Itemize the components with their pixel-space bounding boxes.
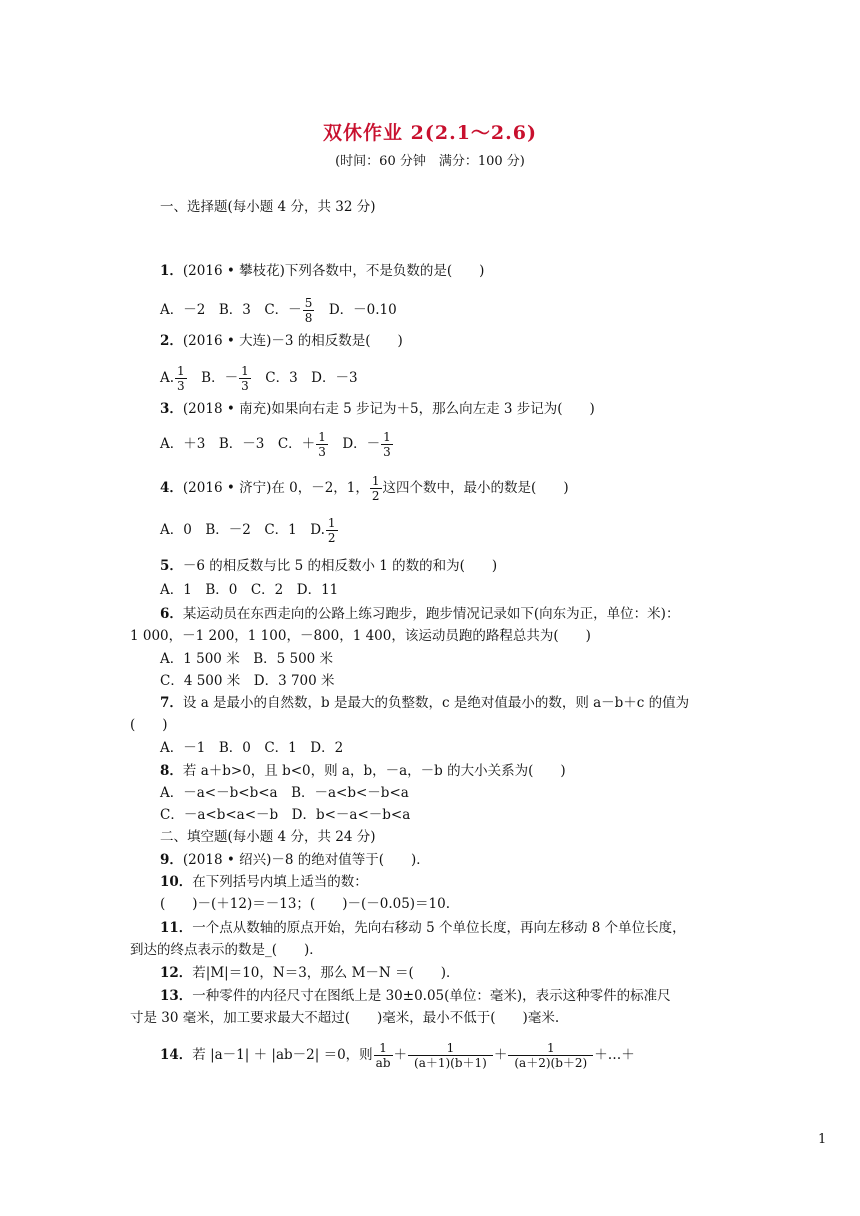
question-text: 一种零件的内径尺寸在图纸上是 30±0.05(单位：毫米)，表示这种零件的标准尺 <box>192 988 671 1004</box>
question-text: 若 |a－1| ＋ |ab－2| ＝0，则 <box>192 1047 373 1063</box>
fraction <box>175 364 187 393</box>
fraction-denominator: 3 <box>241 379 249 393</box>
fraction-denominator: 8 <box>304 311 313 325</box>
section-choice-heading: 一、选择题(每小题 4 分，共 32 分) <box>160 199 376 215</box>
question-number: 1． <box>160 263 183 279</box>
question-text: 这四个数中，最小的数是( ) <box>382 480 569 496</box>
question-1-options <box>160 296 397 325</box>
fraction-denominator: 2 <box>371 489 380 503</box>
options-text: A．0 B．－2 C．1 D. <box>160 522 325 538</box>
options-text: A．＋3 B．－3 C．＋ <box>160 436 316 452</box>
question-3 <box>160 400 595 418</box>
fraction-denominator: (a＋2)(b＋2) <box>508 1055 593 1070</box>
question-4-options <box>160 516 339 545</box>
question-number: 7． <box>160 695 183 711</box>
section-fill-heading: 二、填空题(每小题 4 分，共 24 分) <box>160 829 376 845</box>
fraction-denominator: 3 <box>383 445 391 459</box>
fraction-numerator: 1 <box>318 430 326 444</box>
fraction-numerator: 1 <box>446 1041 455 1055</box>
question-text: (2018 • 绍兴)－8 的绝对值等于( )． <box>182 852 430 868</box>
question-text: 在下列括号内填上适当的数： <box>192 874 368 890</box>
fraction-numerator: 1 <box>371 474 380 488</box>
question-text: －6 的相反数与比 5 的相反数小 1 的数的和为( ) <box>182 558 498 574</box>
question-text: 设 a 是最小的自然数，b 是最大的负整数，c 是绝对值最小的数，则 a－b＋c 的值为 <box>182 695 690 711</box>
question-text: 若 a＋b>0，且 b<0，则 a，b，－a，－b 的大小关系为( ) <box>182 763 566 779</box>
page-subtitle: (时间：60 分钟 满分：100 分) <box>335 154 525 169</box>
question-9 <box>160 851 430 869</box>
question-8-options-2: C．－a<b<a<－b D．b<－a<－b<a <box>160 807 411 823</box>
question-10-continued: ( )－(＋12)＝－13；( )－(－0.05)＝10. <box>160 896 451 912</box>
question-4 <box>160 474 569 503</box>
question-1 <box>160 262 484 280</box>
question-13 <box>160 987 671 1005</box>
options-text: A．－2 B．3 C．－ <box>160 302 302 318</box>
fraction-numerator: 1 <box>241 364 249 378</box>
option-d-label: D．－ <box>328 436 381 452</box>
fraction <box>508 1041 593 1070</box>
plus-sign: ＋ <box>493 1047 508 1063</box>
question-text: 一个点从数轴的原点开始，先向右移动 5 个单位长度，再向左移动 8 个单位长度， <box>192 920 686 936</box>
question-number: 5． <box>160 558 183 574</box>
fraction <box>370 474 382 503</box>
question-14 <box>160 1041 635 1070</box>
fraction <box>316 430 328 459</box>
question-number: 9． <box>160 852 183 868</box>
question-text: (2016 • 济宁)在 0，－2，1， <box>182 480 369 496</box>
question-11 <box>160 919 686 937</box>
question-number: 14． <box>160 1047 193 1063</box>
question-8 <box>160 762 566 780</box>
question-number: 3． <box>160 401 183 417</box>
question-number: 11． <box>160 920 193 936</box>
question-6-options-2: C．4 500 米 D．3 700 米 <box>160 673 335 689</box>
question-number: 12． <box>160 965 193 981</box>
fraction-denominator: 3 <box>318 445 326 459</box>
question-number: 4． <box>160 480 183 496</box>
question-6-options-1: A．1 500 米 B．5 500 米 <box>160 651 334 667</box>
fraction-numerator: 1 <box>327 516 336 530</box>
question-6 <box>160 605 679 623</box>
option-a-label: A. <box>160 370 175 386</box>
question-7-options: A．－1 B．0 C．1 D．2 <box>160 740 344 756</box>
question-number: 13． <box>160 988 193 1004</box>
fraction-denominator: 2 <box>327 531 336 545</box>
fraction-numerator: 1 <box>546 1041 555 1055</box>
question-number: 2． <box>160 333 183 349</box>
question-10 <box>160 873 368 891</box>
question-11-continued: 到达的终点表示的数是_( )． <box>130 942 323 958</box>
question-text: 某运动员在东西走向的公路上练习跑步，跑步情况记录如下(向东为正，单位：米)： <box>182 606 680 622</box>
question-number: 8． <box>160 763 183 779</box>
question-text: (2018 • 南充)如果向右走 5 步记为＋5，那么向左走 3 步记为( ) <box>182 401 595 417</box>
page-number: 1 <box>818 1132 827 1147</box>
question-12 <box>160 964 460 982</box>
question-7-continued: ( ) <box>130 717 168 733</box>
fraction <box>326 516 338 545</box>
question-text: (2016 • 攀枝花)下列各数中，不是负数的是( ) <box>182 263 485 279</box>
question-5 <box>160 557 497 575</box>
fraction-denominator: 3 <box>177 379 185 393</box>
question-7 <box>160 694 689 712</box>
question-2 <box>160 332 403 350</box>
page-title: 双休作业 2(2.1～2.6) <box>323 122 537 144</box>
fraction-denominator: (a＋1)(b＋1) <box>408 1055 493 1070</box>
question-number: 6． <box>160 606 183 622</box>
question-6-continued: 1 000，－1 200，1 100，－800，1 400，该运动员跑的路程总共为( ) <box>130 628 591 644</box>
question-13-continued: 寸是 30 毫米，加工要求最大不超过( )毫米，最小不低于( )毫米. <box>130 1010 560 1026</box>
fraction <box>239 364 251 393</box>
question-text: (2016 • 大连)－3 的相反数是( ) <box>182 333 403 349</box>
question-2-options <box>160 364 358 393</box>
fraction-numerator: 1 <box>379 1041 387 1055</box>
options-text: D．－0.10 <box>315 302 397 318</box>
question-number: 10． <box>160 874 193 890</box>
fraction-numerator: 1 <box>177 364 185 378</box>
options-text: C．3 D．－3 <box>251 370 358 386</box>
fraction <box>374 1041 393 1070</box>
fraction-denominator: ab <box>375 1056 391 1070</box>
question-text: 若|M|＝10，N＝3，那么 M－N ＝( )． <box>192 965 460 981</box>
question-5-options: A．1 B．0 C．2 D．11 <box>160 582 339 598</box>
fraction <box>381 430 393 459</box>
question-3-options <box>160 430 394 459</box>
plus-sign: ＋ <box>393 1047 408 1063</box>
ellipsis-tail: ＋…＋ <box>594 1047 635 1063</box>
question-8-options-1: A．－a<－b<b<a B．－a<b<－b<a <box>160 785 409 801</box>
fraction-numerator: 5 <box>304 296 313 310</box>
option-b-label: B．－ <box>187 370 239 386</box>
fraction <box>408 1041 493 1070</box>
fraction <box>303 296 315 325</box>
fraction-numerator: 1 <box>383 430 391 444</box>
